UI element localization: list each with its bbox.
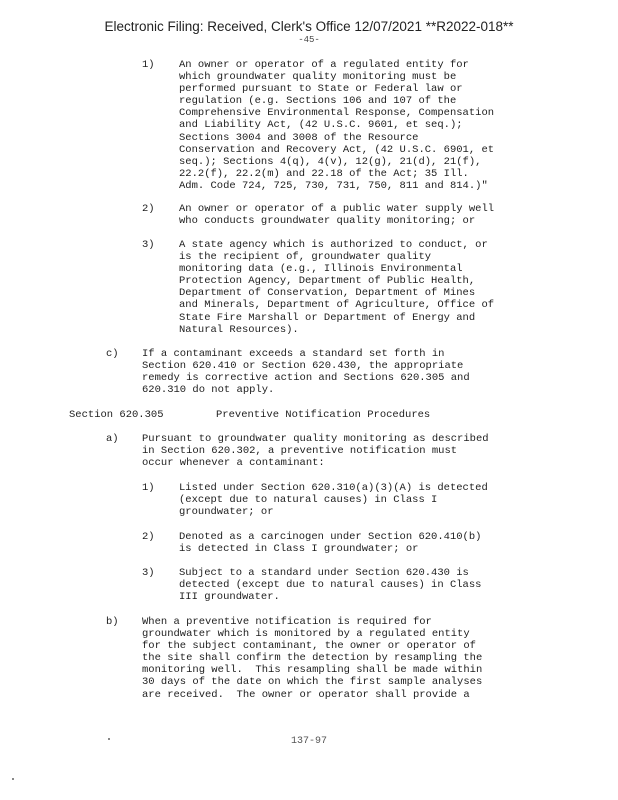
text-line: Natural Resources).: [179, 323, 299, 336]
item-text: [142, 348, 470, 396]
text-line: Department of Conservation, Department of Mines: [179, 287, 476, 300]
text-line: regulation (e.g. Sections 106 and 107 of the: [179, 95, 457, 108]
text-line: is the recipient of, groundwater quality: [179, 251, 432, 264]
text-line: Preventive Notification Procedures: [216, 409, 431, 421]
text-line: If a contaminant exceeds a standard set forth in: [142, 348, 445, 360]
text-line: An owner or operator of a public water supply well: [179, 203, 495, 215]
text-line: Protection Agency, Department of Public Health,: [179, 275, 476, 288]
text-line: in Section 620.302, a preventive notification must: [142, 445, 458, 458]
text-line: the site shall confirm the detection by resampling the: [142, 652, 483, 665]
item-text: [179, 531, 481, 555]
text-line: and Liability Act, (42 U.S.C. 9601, et seq.);: [179, 119, 463, 132]
text-line: Comprehensive Environmental Response, Compensation: [179, 107, 495, 120]
scan-speck: [108, 738, 110, 740]
text-line: 30 days of the date on which the first sample analyses: [142, 676, 483, 689]
item-text: [142, 616, 482, 701]
text-line: Section 620.410 or Section 620.430, the appropriate: [142, 360, 464, 373]
text-line: Denoted as a carcinogen under Section 620.410(b): [179, 531, 482, 543]
text-line: occur whenever a contaminant:: [142, 457, 325, 470]
text-line: groundwater which is monitored by a regulated entity: [142, 628, 470, 641]
item-label: 1): [142, 59, 155, 71]
item-text: [179, 482, 488, 518]
text-line: monitoring well. This resampling shall be made within: [142, 664, 483, 677]
text-line: Listed under Section 620.310(a)(3)(A) is detected: [179, 482, 488, 494]
text-line: (except due to natural causes) in Class I: [179, 494, 438, 507]
item-label: b): [106, 616, 119, 628]
item-label: a): [106, 433, 119, 445]
text-line: State Fire Marshall or Department of Energy and: [179, 311, 476, 324]
page-number: -45-: [298, 35, 320, 45]
text-line: performed pursuant to State or Federal law or: [179, 83, 463, 96]
item-label: c): [106, 348, 119, 360]
item-text: [179, 59, 494, 192]
item-text: [179, 203, 494, 227]
text-line: III groundwater.: [179, 591, 280, 604]
text-line: Sections 3004 and 3008 of the Resource: [179, 131, 419, 144]
text-line: for the subject contaminant, the owner or operator of: [142, 640, 476, 653]
text-line: and Minerals, Department of Agriculture, Office of: [179, 299, 495, 312]
item-text: [179, 239, 494, 336]
text-line: are received. The owner or operator shall provide a: [142, 688, 470, 701]
item-label: 2): [142, 531, 155, 543]
text-line: A state agency which is authorized to conduct, or: [179, 239, 488, 251]
text-line: 620.310 do not apply.: [142, 384, 275, 397]
text-line: groundwater; or: [179, 506, 274, 519]
text-line: who conducts groundwater quality monitoring; or: [179, 215, 476, 228]
text-line: Conservation and Recovery Act, (42 U.S.C. 6901, et: [179, 143, 495, 156]
scan-speck: [12, 778, 14, 780]
item-label: 3): [142, 567, 155, 579]
text-line: Subject to a standard under Section 620.430 is: [179, 567, 469, 579]
text-line: An owner or operator of a regulated entity for: [179, 59, 469, 71]
item-label: 3): [142, 239, 155, 251]
item-text: [179, 567, 481, 603]
text-line: When a preventive notification is required for: [142, 616, 432, 628]
filing-stamp: Electronic Filing: Received, Clerk's Office 12/07/2021 **R2022-018**: [104, 19, 514, 34]
text-line: 22.2(f), 22.2(m) and 22.18 of the Act; 35 Ill.: [179, 167, 469, 180]
text-line: seq.); Sections 4(q), 4(v), 12(g), 21(d), 21(f),: [179, 155, 482, 168]
text-line: remedy is corrective action and Sections 620.305 and: [142, 372, 470, 385]
item-label: 1): [142, 482, 155, 494]
item-label: 2): [142, 203, 155, 215]
text-line: which groundwater quality monitoring must be: [179, 71, 457, 84]
text-line: is detected in Class I groundwater; or: [179, 543, 419, 556]
page-footer: 137-97: [290, 736, 327, 747]
section-number: Section 620.305: [69, 409, 164, 421]
text-line: detected (except due to natural causes) in Class: [179, 579, 482, 592]
item-text: [142, 433, 489, 469]
text-line: monitoring data (e.g., Illinois Environmental: [179, 263, 463, 276]
text-line: Adm. Code 724, 725, 730, 731, 750, 811 and 814.)": [179, 179, 488, 192]
section-title: [216, 409, 430, 421]
text-line: Pursuant to groundwater quality monitoring as described: [142, 433, 489, 445]
